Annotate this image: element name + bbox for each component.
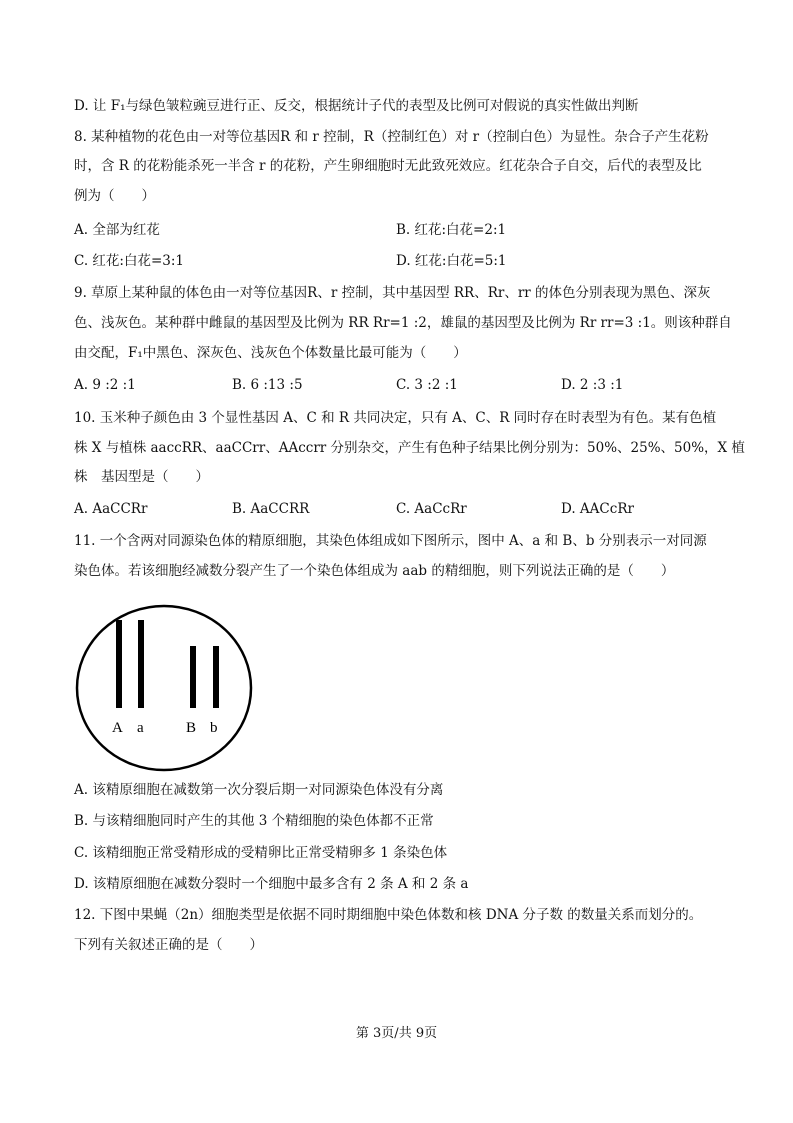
- q8-stem-line-3: 例为（ ）: [74, 188, 155, 204]
- q11-stem-line-1: 11. 一个含两对同源染色体的精原细胞，其染色体组成如下图所示，图中 A、a 和 B、b 分别表示一对同源: [74, 533, 707, 549]
- chromosome-B: [190, 646, 196, 708]
- q9-option-d: D. 2 :3 :1: [561, 377, 624, 393]
- q8-option-c: C. 红花:白花=3:1: [74, 253, 185, 269]
- sperm-cell-figure: [74, 603, 254, 773]
- q11-option-b: B. 与该精细胞同时产生的其他 3 个精细胞的染色体都不正常: [74, 813, 434, 829]
- q8-stem-line-2: 时，含 R 的花粉能杀死一半含 r 的花粉，产生卵细胞时无此致死效应。红花杂合子自交，后代的表型及比: [74, 158, 702, 174]
- chromosome-b: [213, 646, 219, 708]
- q10-option-d: D. AACcRr: [561, 501, 634, 517]
- label-b: b: [210, 720, 218, 736]
- q9-stem-line-3: 由交配，F₁中黑色、深灰色、浅灰色个体数量比最可能为（ ）: [74, 345, 467, 361]
- label-B: B: [186, 720, 197, 736]
- q10-option-b: B. AaCCRR: [232, 501, 310, 517]
- q11-option-d: D. 该精原细胞在减数分裂时一个细胞中最多含有 2 条 A 和 2 条 a: [74, 876, 469, 892]
- q10-option-a: A. AaCCRr: [74, 501, 148, 517]
- q10-option-c: C. AaCcRr: [396, 501, 467, 517]
- label-A: A: [112, 720, 123, 736]
- q9-stem-line-2: 色、浅灰色。某种群中雌鼠的基因型及比例为 RR Rr=1 :2，雄鼠的基因型及比例为 Rr rr=3 :1。则该种群自: [74, 315, 732, 331]
- q10-stem-line-1: 10. 玉米种子颜色由 3 个显性基因 A、C 和 R 共同决定，只有 A、C、R 同时存在时表型为有色。某有色植: [74, 410, 717, 426]
- q12-stem-line-1: 12. 下图中果蝇（2n）细胞类型是依据不同时期细胞中染色体数和核 DNA 分子数 的数量关系而划分的。: [74, 907, 703, 923]
- q7-option-d: D. 让 F₁与绿色皱粒豌豆进行正、反交，根据统计子代的表型及比例可对假说的真实性做出判断: [74, 98, 639, 114]
- q9-option-c: C. 3 :2 :1: [396, 377, 458, 393]
- q11-stem-line-2: 染色体。若该细胞经减数分裂产生了一个染色体组成为 aab 的精细胞，则下列说法正确的是（ ）: [74, 563, 675, 579]
- q8-option-a: A. 全部为红花: [74, 222, 160, 238]
- page-number: 第 3页/共 9页: [355, 1026, 438, 1041]
- q12-stem-line-2: 下列有关叙述正确的是（ ）: [74, 937, 263, 953]
- q10-stem-line-2: 株 X 与植株 aaccRR、aaCCrr、AAccrr 分别杂交，产生有色种子结果比例分别为：50%、25%、50%，X 植: [74, 440, 745, 456]
- q8-option-b: B. 红花:白花=2:1: [396, 222, 507, 238]
- q9-option-a: A. 9 :2 :1: [74, 377, 136, 393]
- chromosome-A: [116, 620, 122, 708]
- q11-option-a: A. 该精原细胞在减数第一次分裂后期一对同源染色体没有分离: [74, 782, 444, 798]
- q10-stem-line-3: 株 基因型是（ ）: [74, 469, 209, 485]
- chromosome-a: [138, 620, 144, 708]
- cell-membrane: [77, 606, 251, 770]
- q9-stem-line-1: 9. 草原上某种鼠的体色由一对等位基因R、r 控制，其中基因型 RR、Rr、rr 的体色分别表现为黑色、深灰: [74, 285, 711, 301]
- q8-option-d: D. 红花:白花=5:1: [396, 253, 507, 269]
- q9-option-b: B. 6 :13 :5: [232, 377, 303, 393]
- q8-stem-line-1: 8. 某种植物的花色由一对等位基因R 和 r 控制，R（控制红色）对 r（控制白色）为显性。杂合子产生花粉: [74, 129, 709, 145]
- q11-option-c: C. 该精细胞正常受精形成的受精卵比正常受精卵多 1 条染色体: [74, 845, 448, 861]
- label-a: a: [137, 720, 144, 736]
